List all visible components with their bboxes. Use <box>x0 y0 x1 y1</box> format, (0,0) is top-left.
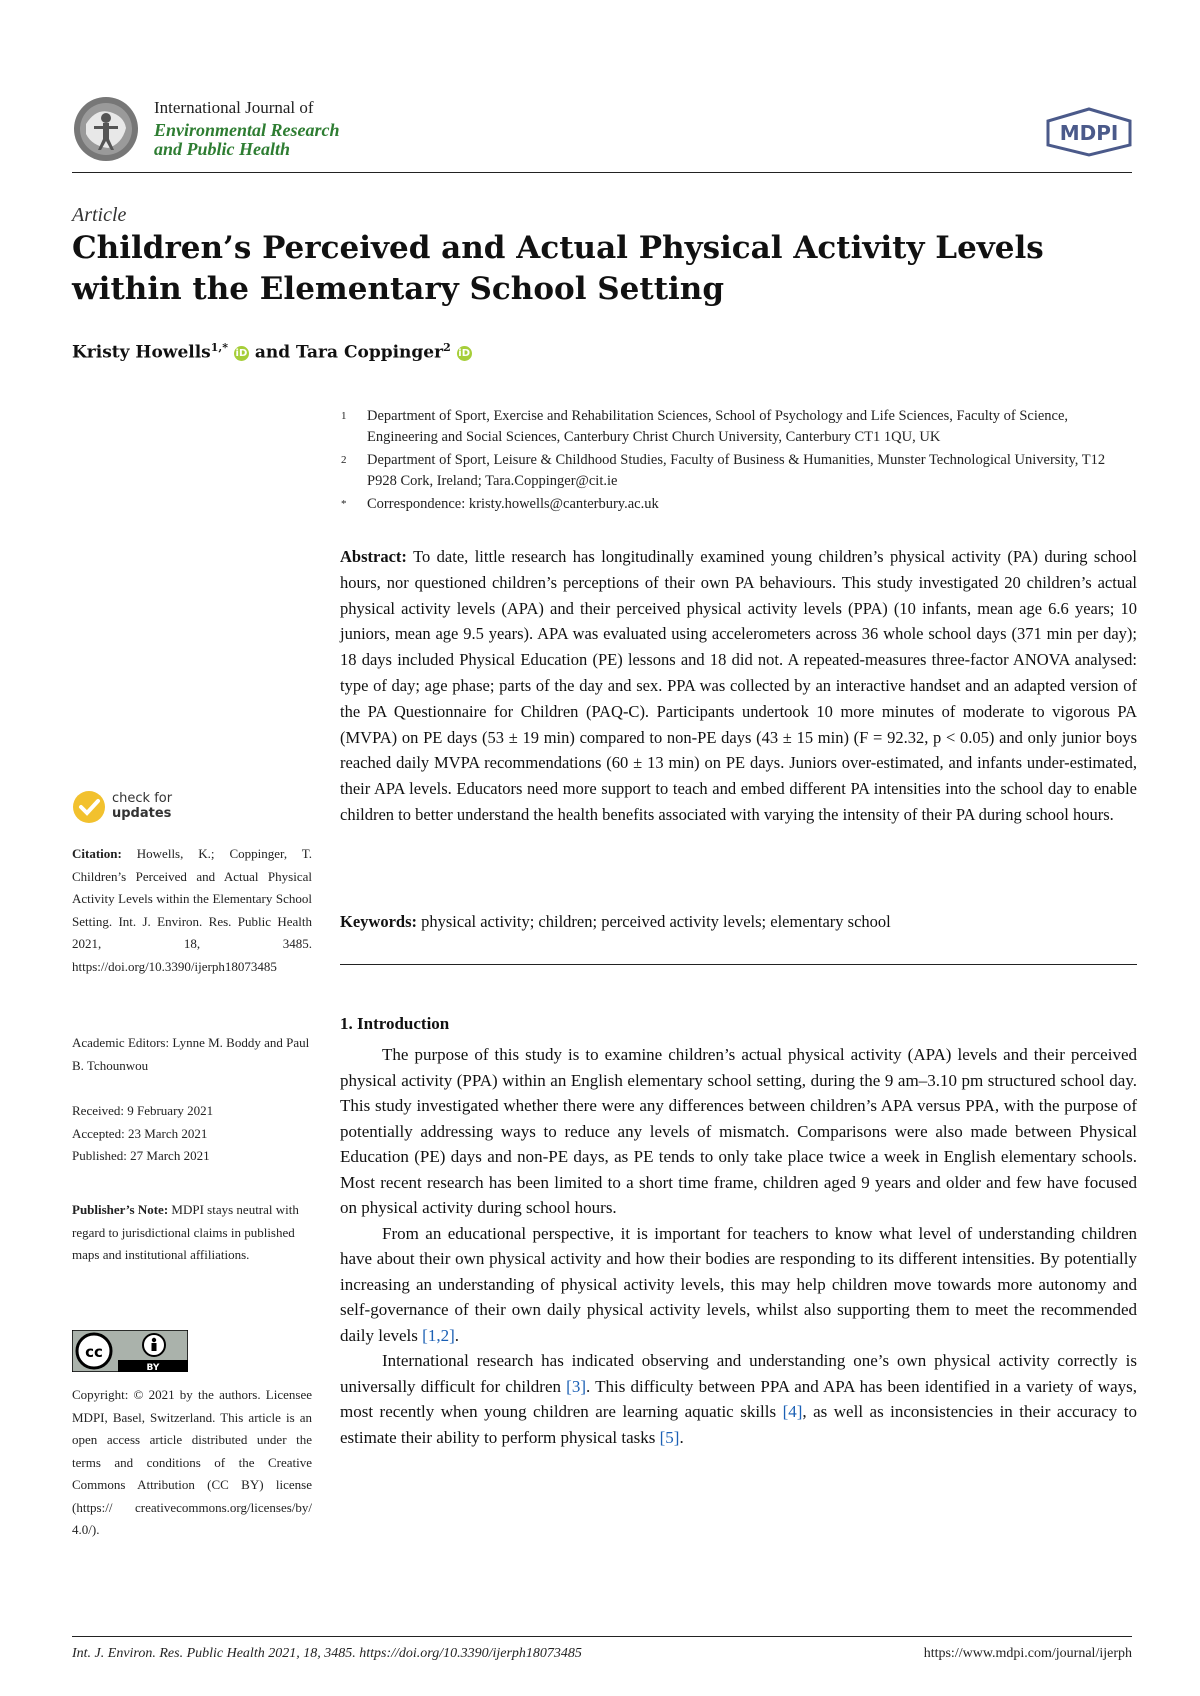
footer-citation[interactable]: Int. J. Environ. Res. Public Health 2021, 18, 3485. https://doi.org/10.3390/ijerph18073485 <box>72 1646 582 1661</box>
correspondence <box>341 494 1137 515</box>
footer-journal-link[interactable]: https://www.mdpi.com/journal/ijerph <box>923 1646 1132 1661</box>
publishers-note <box>72 1199 312 1267</box>
author-list <box>72 341 472 363</box>
affiliation-number: 2 <box>341 454 347 466</box>
citation-label: Citation: <box>72 846 122 861</box>
affiliation-2 <box>341 450 1137 492</box>
check-label-1: check for <box>112 791 173 806</box>
cc-by-license-badge[interactable] <box>72 1330 188 1372</box>
citation-text: Howells, K.; Coppinger, T. Children’s Perceived and Actual Physical Activity Levels within the Elementary School Setting. Int. J. Environ. Res. Public Health 2021, 18, 3485. https://doi.org/10.3390/ijerph18073485 <box>72 846 313 974</box>
check-updates-icon <box>72 790 106 824</box>
note-text: MDPI stays neutral with regard to jurisdictional claims in published maps and institutional affiliations. <box>72 1202 299 1262</box>
orcid-icon[interactable]: iD <box>235 347 248 359</box>
citation-link[interactable]: [5] <box>659 1427 680 1447</box>
affiliation-text: Department of Sport, Exercise and Rehabilitation Sciences, School of Psychology and Life Sciences, Faculty of Science, Engineering and Social Sciences, Canterbury Christ Church University, Canterbury CT1 1QU, UK <box>367 408 1069 445</box>
paragraph-text: From an educational perspective, it is important for teachers to know what level of understanding children have about their own physical activity and how their bodies are responding to its different intensities. By potentially increasing an understanding of physical activity levels, this may help children move towards more autonomy and self-governance of their own daily physical activity levels, whilst also supporting them to meet the recommended daily levels <box>340 1223 1137 1345</box>
check-label-2: updates <box>112 806 172 821</box>
paragraph-text: . This difficulty between PPA and APA has been identified in a variety of ways, most recently when young children are learning aquatic skills <box>340 1376 1137 1421</box>
page-title: Children’s Perceived and Actual Physical Activity Levels within the Elementary School Setting <box>72 230 1044 307</box>
svg-text:cc: cc <box>85 1343 103 1361</box>
copyright-block: Copyright: © 2021 by the authors. Licensee MDPI, Basel, Switzerland. This article is an open access article distributed under the terms and conditions of the Creative Commons Attribution (CC BY) license (https:// creativecommons.org/licenses/by/ 4.0/). <box>72 1387 312 1537</box>
citation-link[interactable]: [3] <box>566 1376 586 1396</box>
accepted-date: Accepted: 23 March 2021 <box>72 1125 208 1141</box>
author-name: and Tara Coppinger <box>248 342 444 363</box>
keywords-label: Keywords: <box>340 912 417 931</box>
footer-rule <box>72 1636 1132 1637</box>
mdpi-logo <box>1044 107 1134 157</box>
author-affiliation-mark: 2 <box>443 341 451 354</box>
dates-block <box>72 1100 312 1168</box>
correspondence-text: Correspondence: kristy.howells@canterbury.ac.uk <box>367 496 659 512</box>
paragraph: From an educational perspective, it is important for teachers to know what level of understanding children have about their own physical activity and how their bodies are responding to its different intensities. By potentially increasing an understanding of physical activity levels, this may help children move towards more autonomy and self-governance of their own daily physical activity levels, whilst also supporting them to meet the recommended daily levels [1,2]. <box>340 1223 1137 1345</box>
author-affiliation-mark: 1,* <box>210 341 228 354</box>
journal-name-line3: and Public Health <box>154 139 291 159</box>
citation-link[interactable]: [4] <box>782 1402 803 1421</box>
paragraph-text: International research has indicated observing and understanding one’s own physical activity correctly is universally difficult for children <box>340 1351 1137 1396</box>
introduction-body <box>340 1042 1137 1450</box>
affiliation-number: 1 <box>341 410 347 422</box>
affiliation-number: * <box>341 498 347 510</box>
license-badge-text: BY <box>146 1363 160 1372</box>
journal-name-line1: International Journal of <box>154 98 314 117</box>
mdpi-logo-text: MDPI <box>1059 121 1119 145</box>
paragraph: International research has indicated observing and understanding one’s own physical activity correctly is universally difficult for children [3]. This difficulty between PPA and APA has been identified in a variety of ways, most recently when young children are learning aquatic skills [4], as well as inconsistencies in their accuracy to estimate their ability to perform physical tasks [5]. <box>340 1351 1137 1447</box>
paragraph: The purpose of this study is to examine children’s actual physical activity (APA) levels and their perceived physical activity (PPA) within an English elementary school setting, during the 9 am–3.10 pm structured school day. This study investigated whether there were any differences between children’s APA versus PPA, with the purpose of potentially addressing ways to reduce any levels of mismatch. Comparisons were also made between Physical Education (PE) days and non-PE days, as PE tends to only take place twice a week in English elementary schools. Most recent research has been limited to a short time frame, children aged 9 years and older and few have focused on physical activity during school hours. <box>340 1045 1137 1217</box>
article-type: Article <box>72 204 127 226</box>
orcid-icon[interactable]: iD <box>458 347 471 359</box>
journal-logo <box>72 94 140 164</box>
header-rule <box>72 172 1132 173</box>
abstract-label: Abstract: <box>340 547 407 566</box>
received-date: Received: 9 February 2021 <box>72 1103 214 1118</box>
abstract <box>340 544 1137 828</box>
academic-editors: Academic Editors: Lynne M. Boddy and Paul B. Tchounwou <box>72 1035 310 1073</box>
paragraph-text: , as well as inconsistencies in their accuracy to estimate their ability to perform physical tasks <box>340 1402 1137 1447</box>
keywords-text: physical activity; children; perceived activity levels; elementary school <box>421 912 891 931</box>
citation-block <box>72 843 312 978</box>
affiliation-1 <box>341 406 1137 448</box>
citation-link[interactable]: [1,2] <box>422 1325 455 1345</box>
section-heading: 1. Introduction <box>340 1014 450 1033</box>
journal-name-line2: Environmental Research <box>154 120 340 140</box>
abstract-rule <box>340 964 1137 965</box>
abstract-text: To date, little research has longitudinally examined young children’s physical activity (PA) during school hours, nor questioned children’s perceptions of their own PA behaviours. This study investigated 20 children’s actual physical activity levels (APA) and their perceived physical activity levels (PPA) (10 infants, mean age 6.6 years; 10 juniors, mean age 9.5 years). APA was evaluated using accelerometers across 36 whole school days (371 min per day); 18 days included Physical Education (PE) lessons and 18 did not. A repeated-measures three-factor ANOVA analysed: type of day; age phase; parts of the day and sex. PPA was collected by an interactive handset and an adapted version of the PA Questionnaire for Children (PAQ-C). Participants undertook 10 more minutes of moderate to vigorous PA (MVPA) on PE days (53 ± 19 min) compared to non-PE days (43 ± 15 min) (F = 92.32, p < 0.05) and only junior boys reached daily MVPA recommendations (60 ± 13 min) on PE days. Juniors over-estimated, and infants under-estimated, their APA levels. Educators need more support to teach and embed different PA intensities into the school day to enable children to better understand the health benefits associated with varying the intensity of their PA during school hours. <box>340 547 1137 824</box>
keywords <box>340 909 1137 935</box>
note-label: Publisher’s Note: <box>72 1202 169 1217</box>
affiliation-text: Department of Sport, Leisure & Childhood Studies, Faculty of Business & Humanities, Munster Technological University, T12 P928 Cork, Ireland; Tara.Coppinger@cit.ie <box>367 452 1106 489</box>
published-date: Published: 27 March 2021 <box>72 1148 210 1163</box>
author-name: Kristy Howells <box>72 342 211 363</box>
check-for-updates[interactable] <box>72 790 192 826</box>
